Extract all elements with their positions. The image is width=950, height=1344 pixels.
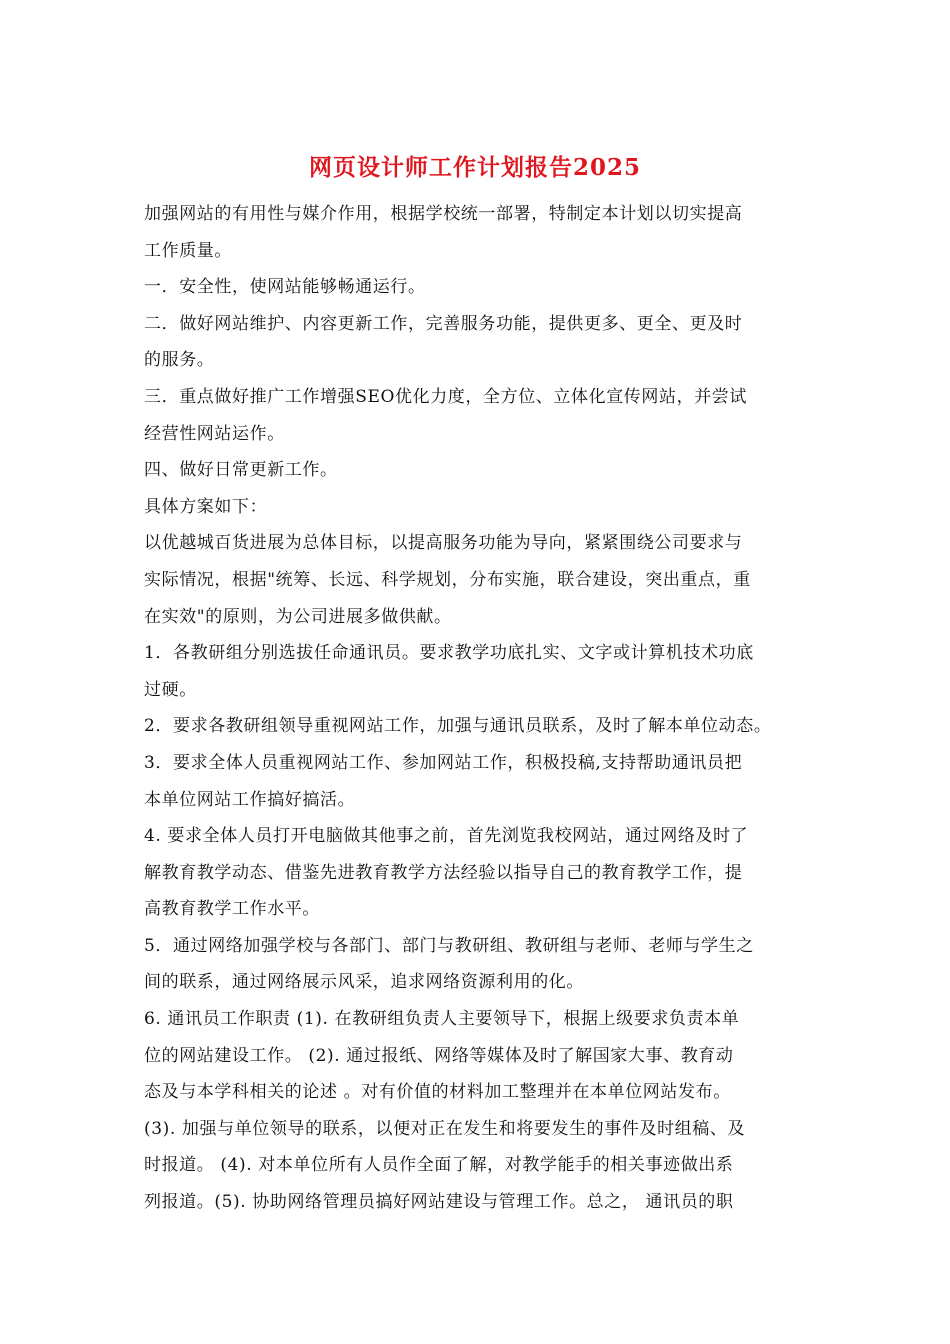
body-line: 实际情况，根据"统筹、长远、科学规划，分布实施，联合建设，突出重点，重 [144, 569, 751, 590]
body-line: 工作质量。 [144, 240, 232, 261]
body-line: 4. 要求全体人员打开电脑做其他事之前，首先浏览我校网站，通过网络及时了 [144, 826, 749, 847]
body-line: 5．通过网络加强学校与各部门、部门与教研组、教研组与老师、老师与学生之 [144, 935, 754, 956]
body-line: 时报道。 (4). 对本单位所有人员作全面了解，对教学能手的相关事迹做出系 [144, 1155, 734, 1176]
body-line: 3．要求全体人员重视网站工作、参加网站工作，积极投稿,支持帮助通讯员把 [144, 752, 743, 773]
body-line: 在实效"的原则，为公司进展多做供献。 [144, 606, 452, 627]
body-line: 的服务。 [144, 350, 215, 371]
document-title: 网页设计师工作计划报告2025 [308, 154, 641, 181]
body-line: 过硬。 [144, 679, 197, 700]
body-line: 1．各教研组分别选拔任命通讯员。要求教学功底扎实、文字或计算机技术功底 [144, 643, 754, 664]
body-line: 解教育教学动态、借鉴先进教育教学方法经验以指导自己的教育教学工作，提 [144, 862, 743, 883]
body-line: 2．要求各教研组领导重视网站工作，加强与通讯员联系，及时了解本单位动态。 [144, 716, 772, 737]
body-line: (3). 加强与单位领导的联系，以便对正在发生和将要发生的事件及时组稿、及 [144, 1118, 746, 1139]
body-line: 本单位网站工作搞好搞活。 [144, 789, 356, 810]
body-line: 一．安全性，使网站能够畅通运行。 [144, 277, 426, 298]
body-line: 位的网站建设工作。 (2). 通过报纸、网络等媒体及时了解国家大事、教育动 [144, 1045, 734, 1066]
body-line: 加强网站的有用性与媒介作用，根据学校统一部署，特制定本计划以切实提高 [144, 204, 743, 224]
body-line: 三．重点做好推广工作增强SEO优化力度，全方位、立体化宣传网站，并尝试 [144, 386, 747, 407]
body-line: 以优越城百货进展为总体目标，以提高服务功能为导向，紧紧围绕公司要求与 [144, 533, 743, 554]
body-line: 具体方案如下： [144, 496, 268, 517]
body-line: 列报道。(5). 协助网络管理员搞好网站建设与管理工作。总之， 通讯员的职 [144, 1192, 734, 1213]
document-body [144, 196, 834, 1221]
body-line: 经营性网站运作。 [144, 423, 285, 444]
body-line: 高教育教学工作水平。 [144, 899, 320, 920]
body-line: 二．做好网站维护、内容更新工作，完善服务功能，提供更多、更全、更及时 [144, 313, 743, 334]
body-line: 间的联系，通过网络展示风采，追求网络资源利用的化。 [144, 972, 584, 993]
body-line: 态及与本学科相关的论述 。对有价值的材料加工整理并在本单位网站发布。 [144, 1082, 731, 1103]
body-line: 四、做好日常更新工作。 [144, 460, 338, 481]
body-line: 6. 通讯员工作职责 (1). 在教研组负责人主要领导下，根据上级要求负责本单 [144, 1009, 740, 1030]
